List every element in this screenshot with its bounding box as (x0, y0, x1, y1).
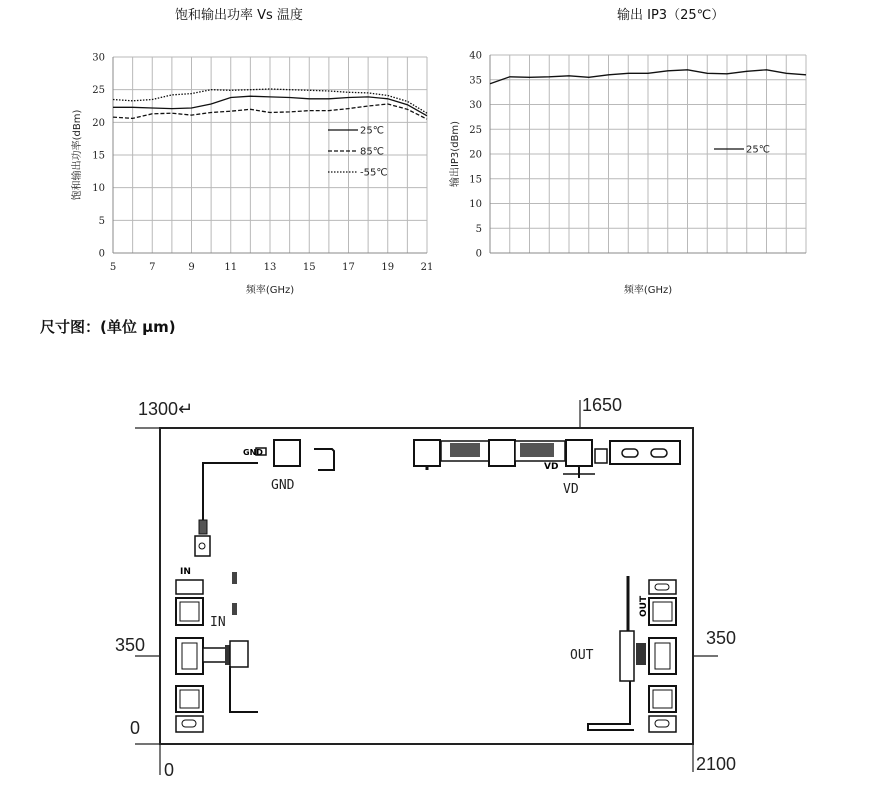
chart1-y-tick-label: 25 (92, 85, 105, 97)
gnd-pad (274, 440, 300, 466)
out-signal-block (636, 643, 646, 665)
chart1-x-tick-label: 21 (420, 262, 434, 273)
vd-pad-left (414, 440, 440, 466)
gnd-bracket (314, 449, 334, 470)
label-0-bottom: 0 (164, 760, 175, 780)
vd-pad (566, 440, 592, 466)
chart1-legend-label: -55℃ (360, 167, 388, 179)
in-bottom-pad (176, 716, 203, 732)
chart1-y-tick-label: 5 (98, 215, 105, 227)
chart1-x-axis-label: 频率(GHz) (245, 285, 295, 296)
chart2-y-axis-label: 输出IP3(dBm) (450, 120, 461, 188)
chart2-y-tick-label: 0 (475, 248, 482, 260)
vd-pad-mid (489, 440, 515, 466)
chart1-y-tick-label: 0 (98, 248, 105, 260)
chip-outline (160, 428, 693, 744)
in-small-label: IN (180, 567, 191, 577)
chart1-x-tick-label: 5 (109, 262, 117, 273)
gnd-small-label: GND (243, 448, 263, 457)
chart2-y-tick-label: 30 (469, 100, 482, 111)
out-label: OUT (570, 648, 594, 663)
chart1-y-tick-label: 15 (92, 150, 105, 162)
chart1-x-tick-label: 17 (342, 262, 355, 273)
chart1-x-tick-label: 13 (263, 262, 277, 273)
vd-small-label: VD (544, 462, 559, 472)
vd-dc-pad (610, 441, 680, 464)
in-cap-2 (232, 603, 237, 615)
gnd-label: GND (271, 478, 295, 493)
right-chart-title: 输出 IP3（25℃） (617, 8, 725, 23)
left-chart-title: 饱和输出功率 Vs 温度 (175, 8, 303, 23)
chart1-x-tick-label: 7 (149, 262, 156, 273)
chart2-y-tick-label: 40 (469, 50, 482, 62)
chart1-x-tick-label: 15 (302, 262, 316, 273)
chart1-y-tick-label: 20 (92, 117, 105, 129)
chart2-y-tick-label: 10 (469, 199, 482, 210)
out-top-pad (649, 580, 676, 594)
out-ground-trace (588, 681, 634, 730)
chart1-y-tick-label: 30 (92, 52, 105, 64)
label-1650: 1650 (582, 395, 623, 415)
chart2-legend-label: 25℃ (746, 144, 770, 156)
chart2-y-tick-label: 5 (475, 223, 482, 235)
out-small-label: OUT (639, 595, 649, 617)
chart1-legend-label: 25℃ (360, 125, 384, 137)
in-signal-trace (203, 648, 227, 662)
in-upper-pad-top (176, 580, 203, 594)
label-350-right: 350 (706, 628, 737, 648)
chart1-legend-label: 85℃ (360, 146, 384, 158)
chart2-y-tick-label: 20 (469, 149, 482, 161)
chart2-y-tick-label: 15 (469, 174, 482, 186)
section-title: 尺寸图：(单位 μm) (40, 318, 176, 336)
vd-link (595, 449, 607, 463)
in-cap-1 (232, 572, 237, 584)
chart2-y-tick-label: 35 (469, 75, 482, 87)
chart1-y-axis-label: 饱和输出功率(dBm) (72, 109, 83, 201)
in-label: IN (210, 615, 226, 630)
chart2-y-tick-label: 25 (469, 124, 482, 136)
chart1-x-tick-label: 11 (224, 262, 238, 273)
in-trace (203, 463, 258, 522)
chart1-x-tick-label: 9 (188, 262, 195, 273)
out-bottom-pad (649, 716, 676, 732)
vd-filter-1-hatch (450, 443, 480, 457)
chart1-x-tick-label: 19 (381, 262, 395, 273)
in-probe-pad (195, 536, 210, 556)
in-trace-element (199, 520, 207, 534)
chart2-x-axis-label: 频率(GHz) (623, 285, 673, 296)
vd-label: VD (563, 482, 579, 497)
out-cap-bar (620, 631, 634, 681)
label-2100: 2100 (696, 754, 737, 774)
in-cap-pad (230, 641, 248, 667)
label-0-left: 0 (130, 718, 141, 738)
label-350-left: 350 (115, 635, 146, 655)
chart1-y-tick-label: 10 (92, 183, 105, 195)
in-ground-trace (230, 666, 258, 712)
vd-filter-2-hatch (520, 443, 554, 457)
label-1300: 1300↵ (138, 399, 194, 419)
